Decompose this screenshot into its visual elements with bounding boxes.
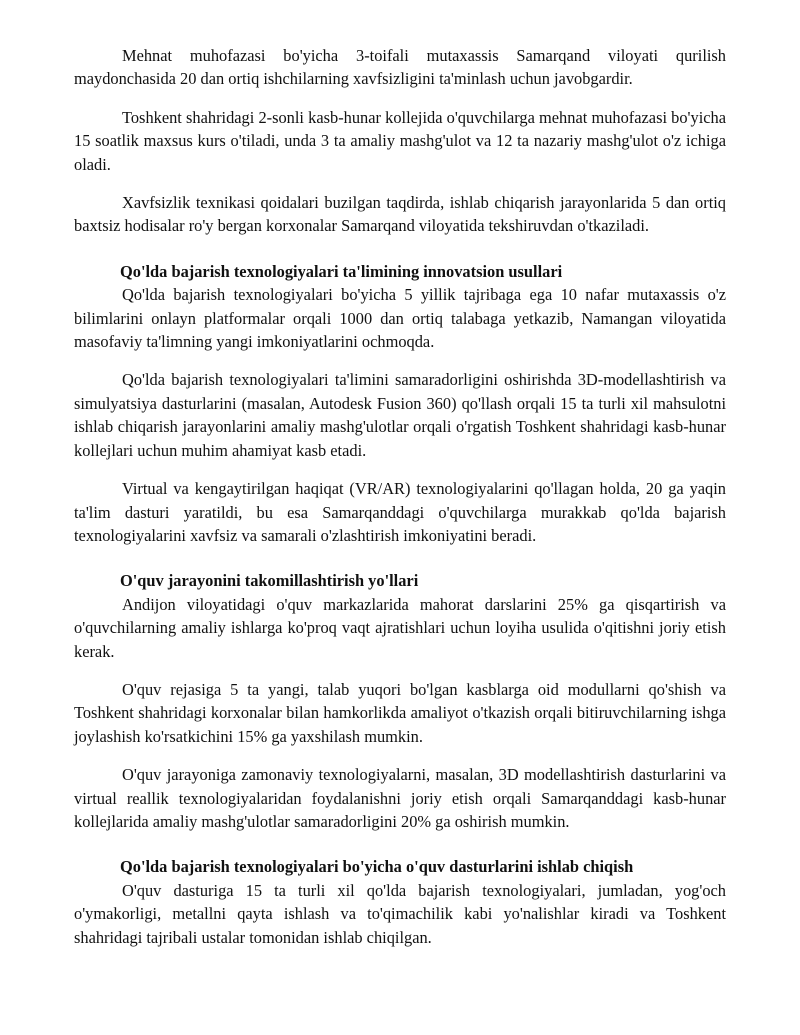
paragraph: Virtual va kengaytirilgan haqiqat (VR/AR) texnologiyalarini qo'llagan holda, 20 ga yaqin ta'lim dasturi yaratildi, bu esa Samarqanddagi o'quvchilarga murakkab qo'lda bajarish texnologiyalarini xavfsiz va samarali o'zlashtirish imkoniyatini beradi. xyxy=(74,479,726,545)
paragraph: Andijon viloyatidagi o'quv markazlarida mahorat darslarini 25% ga qisqartirish va o'quvchilarning amaliy ishlarga ko'proq vaqt ajratishlari uchun loyiha usulida o'qitishni joriy etish kerak. xyxy=(74,594,726,661)
section-heading: O'quv jarayonini takomillashtirish yo'llari xyxy=(120,571,419,591)
paragraph: Toshkent shahridagi 2-sonli kasb-hunar kollejida o'quvchilarga mehnat muhofazasi bo'yicha 15 soatlik maxsus kurs o'tiladi, unda 3 ta amaliy mashg'ulot va 12 ta nazariy mashg'ulot o'z ichiga oladi. xyxy=(74,107,726,174)
paragraph: O'quv rejasiga 5 ta yangi, talab yuqori bo'lgan kasblarga oid modullarni qo'shish va Toshkent shahridagi korxonalar bilan hamkorlikda amaliyot o'tkazish orqali bitiruvchilarning ishga joylashish ko'rsatkichini 15% ga yaxshilash mumkin. xyxy=(74,679,726,746)
paragraph: O'quv jarayoniga zamonaviy texnologiyalarni, masalan, 3D modellashtirish dasturlarini va virtual reallik texnologiyalaridan foydalanishni joriy etish orqali Samarqanddagi kasb-hunar kollejlarida amaliy mashg'ulotlar samaradorligini 20% ga oshirish mumkin. xyxy=(74,765,726,831)
paragraph: O'quv dasturiga 15 ta turli xil qo'lda bajarish texnologiyalari, jumladan, yog'och o'ymakorligi, metallni qayta ishlash va to'qimachilik kabi yo'nalishlar kiradi va Toshkent shahridagi tajribali ustalar tomonidan ishlab chiqilgan. xyxy=(74,880,726,947)
paragraph: Qo'lda bajarish texnologiyalari bo'yicha 5 yillik tajribaga ega 10 nafar mutaxassis o'z bilimlarini onlayn platformalar orqali 1000 dan ortiq talabaga yetkazib, Namangan viloyatida masofaviy ta'limning yangi imkoniyatlarini ochmoqda. xyxy=(74,285,726,352)
section-heading: Qo'lda bajarish texnologiyalari bo'yicha o'quv dasturlarini ishlab chiqish xyxy=(120,857,634,877)
paragraph: Qo'lda bajarish texnologiyalari ta'limini samaradorligini oshirishda 3D-modellashtirish va simulyatsiya dasturlarini (masalan, Autodesk Fusion 360) qo'llash orqali 15 ta turli xil mahsulotni ishlab chiqarish jarayonlarini amaliy mashg'ulotlar orqali o'rgatish Toshkent shahridagi kasb-hunar kollejlari uchun muhim ahamiyat kasb etadi. xyxy=(74,370,726,460)
section-heading: Qo'lda bajarish texnologiyalari ta'limining innovatsion usullari xyxy=(120,261,563,281)
paragraph: Mehnat muhofazasi bo'yicha 3-toifali mutaxassis Samarqand viloyati qurilish maydonchasida 20 dan ortiq ishchilarning xavfsizligini ta'minlash uchun javobgardir. xyxy=(74,46,726,89)
paragraph: Xavfsizlik texnikasi qoidalari buzilgan taqdirda, ishlab chiqarish jarayonlarida 5 dan ortiq baxtsiz hodisalar ro'y bergan korxonalar Samarqand viloyatida tekshiruvdan o'tkaziladi. xyxy=(74,193,726,236)
